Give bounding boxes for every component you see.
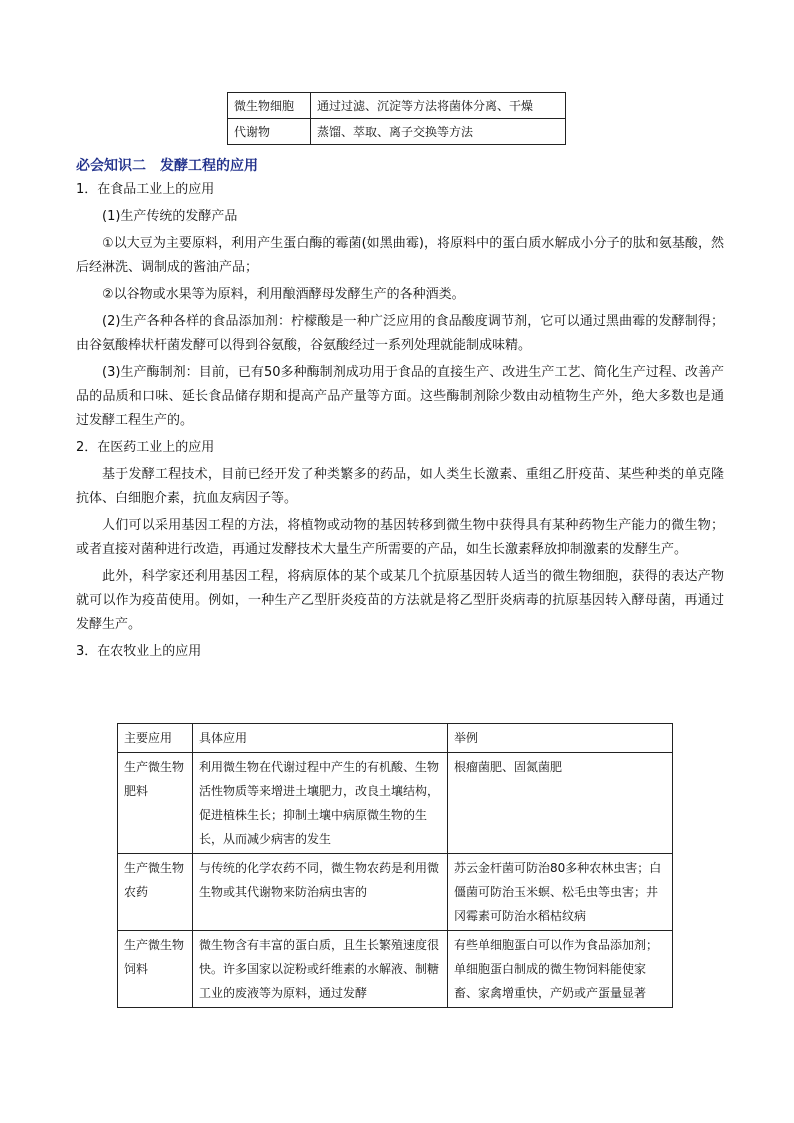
table-row <box>228 93 566 119</box>
agriculture-application-table <box>117 723 673 1008</box>
table-cell: 生产微生物农药 <box>118 854 193 931</box>
table-cell: 根瘤菌肥、固氮菌肥 <box>448 753 673 854</box>
paragraph: (1)生产传统的发酵产品 <box>102 209 238 224</box>
table-cell: 代谢物 <box>228 119 311 145</box>
table-cell: 生产微生物饲料 <box>118 931 193 1008</box>
separation-method-table <box>227 92 566 145</box>
table-cell: 通过过滤、沉淀等方法将菌体分离、干燥 <box>311 93 566 119</box>
section-title: 发酵工程的应用 <box>160 158 258 174</box>
table-header-cell: 举例 <box>448 724 673 753</box>
paragraph: 基于发酵工程技术，目前已经开发了种类繁多的药品，如人类生长激素、重组乙肝疫苗、某些种类的单克隆抗体、白细胞介素，抗血友病因子等。 <box>76 467 724 506</box>
table-cell: 有些单细胞蛋白可以作为食品添加剂；单细胞蛋白制成的微生物饲料能使家畜、家禽增重快，产奶或产蛋量显著 <box>448 931 673 1008</box>
heading-pharma-industry: 2．在医药工业上的应用 <box>76 440 215 455</box>
table-row <box>228 119 566 145</box>
paragraph: (2)生产各种各样的食品添加剂：柠檬酸是一种广泛应用的食品酸度调节剂，它可以通过黑曲霉的发酵制得；由谷氨酸棒状杆菌发酵可以得到谷氨酸，谷氨酸经过一系列处理就能制成味精。 <box>76 314 724 353</box>
heading-food-industry: 1．在食品工业上的应用 <box>76 182 215 197</box>
table-cell: 生产微生物肥料 <box>118 753 193 854</box>
table-cell: 苏云金杆菌可防治80多种农林虫害；白僵菌可防治玉米螟、松毛虫等虫害；井冈霉素可防治水稻枯纹病 <box>448 854 673 931</box>
paragraph: 人们可以采用基因工程的方法，将植物或动物的基因转移到微生物中获得具有某种药物生产能力的微生物；或者直接对菌种进行改造，再通过发酵技术大量生产所需要的产品，如生长激素释放抑制激素的发酵生产。 <box>76 518 724 557</box>
table-cell: 微生物含有丰富的蛋白质，且生长繁殖速度很快。许多国家以淀粉或纤维素的水解液、制糖工业的废液等为原料，通过发酵 <box>193 931 448 1008</box>
table-header-cell: 主要应用 <box>118 724 193 753</box>
table-row <box>118 854 673 931</box>
body-text <box>76 178 724 667</box>
paragraph: 此外，科学家还利用基因工程，将病原体的某个或某几个抗原基因转人适当的微生物细胞，获得的表达产物就可以作为疫苗使用。例如，一种生产乙型肝炎疫苗的方法就是将乙型肝炎病毒的抗原基因转入酵母菌，再通过发酵生产。 <box>76 569 724 632</box>
table-header-row <box>118 724 673 753</box>
table-cell: 与传统的化学农药不同，微生物农药是利用微生物或其代谢物来防治病虫害的 <box>193 854 448 931</box>
table-cell: 微生物细胞 <box>228 93 311 119</box>
table-header-cell: 具体应用 <box>193 724 448 753</box>
paragraph: ②以谷物或水果等为原料，利用酿酒酵母发酵生产的各种酒类。 <box>102 287 465 302</box>
table-row <box>118 753 673 854</box>
section-heading <box>76 155 258 175</box>
table-cell: 利用微生物在代谢过程中产生的有机酸、生物活性物质等来增进土壤肥力，改良土壤结构，促进植株生长；抑制土壤中病原微生物的生长，从而减少病害的发生 <box>193 753 448 854</box>
table-row <box>118 931 673 1008</box>
paragraph: ①以大豆为主要原料，利用产生蛋白酶的霉菌(如黑曲霉)，将原料中的蛋白质水解成小分子的肽和氨基酸，然后经淋洗、调制成的酱油产品； <box>76 236 724 275</box>
section-number: 必会知识二 <box>76 158 146 174</box>
paragraph: (3)生产酶制剂：目前，已有50多种酶制剂成功用于食品的直接生产、改进生产工艺、简化生产过程、改善产品的品质和口味、延长食品储存期和提高产品产量等方面。这些酶制剂除少数由动植物生产外，绝大多数也是通过发酵工程生产的。 <box>76 365 724 428</box>
table-cell: 蒸馏、萃取、离子交换等方法 <box>311 119 566 145</box>
heading-agriculture: 3．在农牧业上的应用 <box>76 644 202 659</box>
